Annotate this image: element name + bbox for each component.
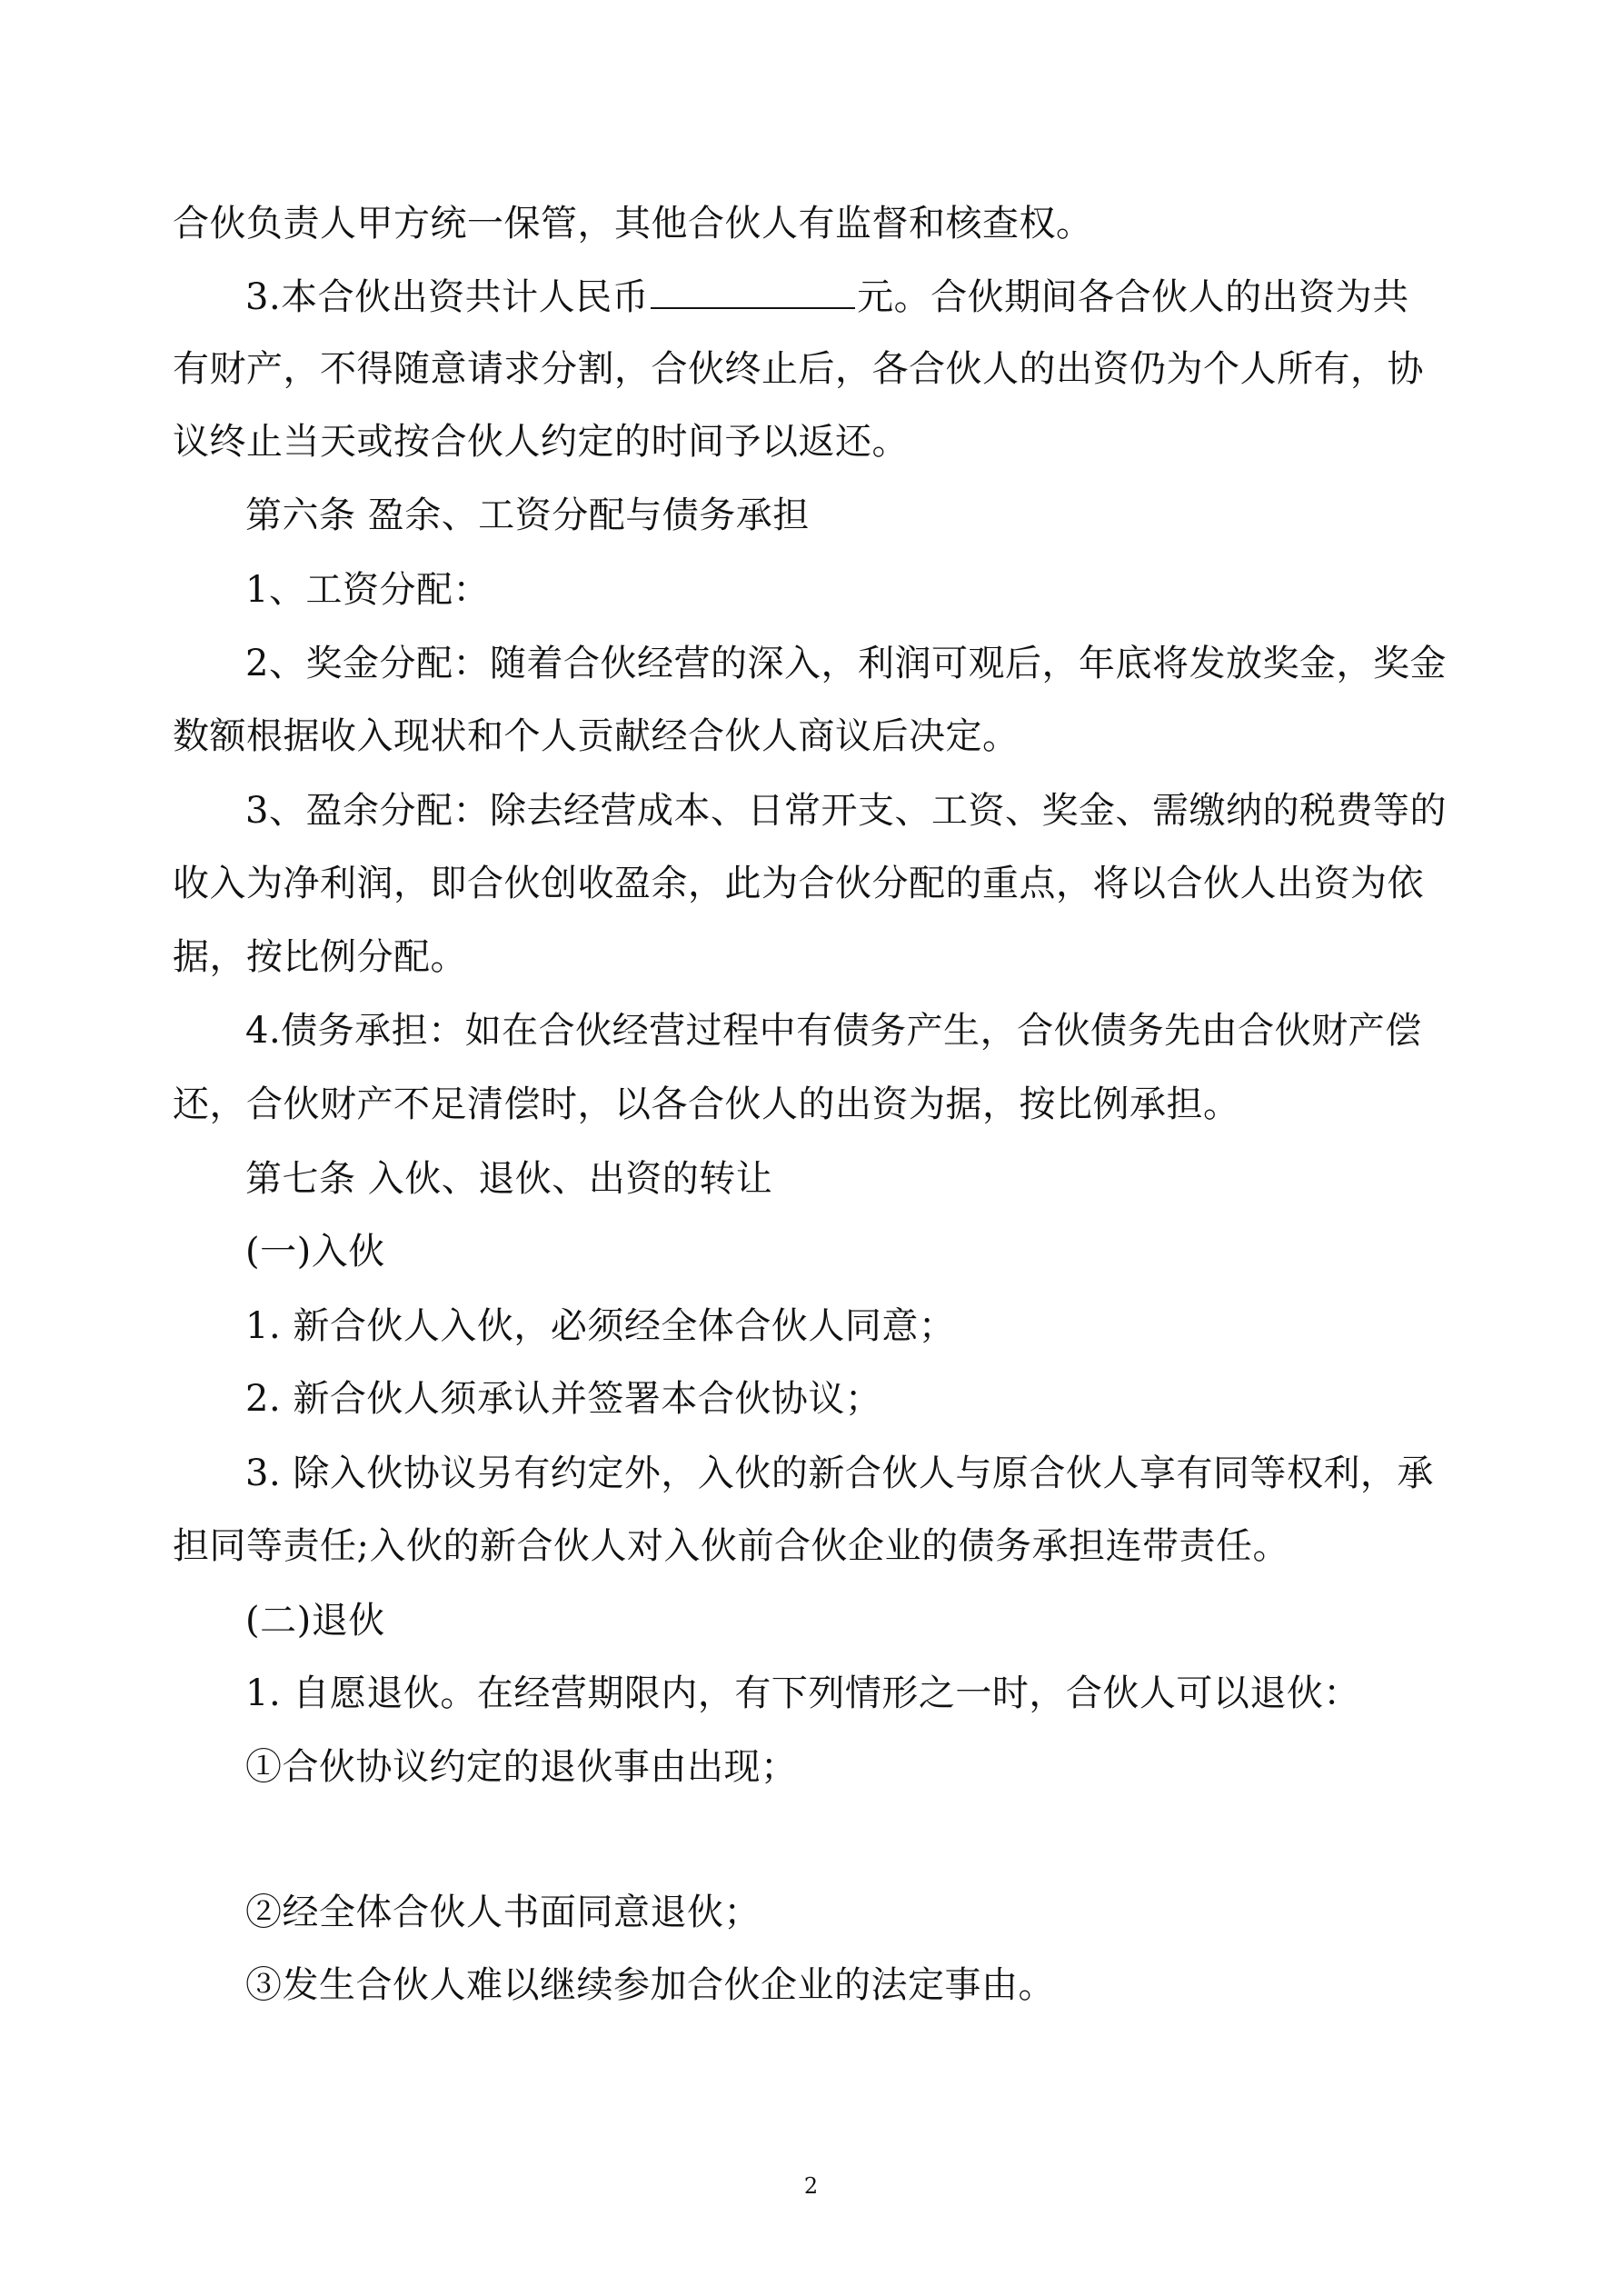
line-prefix: 3.本合伙出资共计人民币 — [245, 276, 650, 318]
fill-in-blank — [651, 275, 855, 309]
paragraph-line: 数额根据收入现状和个人贡献经合伙人商议后决定。 — [173, 715, 1020, 757]
page-number: 2 — [803, 2173, 819, 2199]
paragraph-line: 1. 自愿退伙。在经营期限内，有下列情形之一时，合伙人可以退伙： — [245, 1672, 1360, 1714]
subsection-heading: (二)退伙 — [245, 1600, 385, 1642]
paragraph-line: 2、奖金分配：随着合伙经营的深入，利润可观后，年底将发放奖金，奖金 — [245, 643, 1447, 684]
paragraph-line: 议终止当天或按合伙人约定的时间予以返还。 — [173, 421, 909, 463]
paragraph-line: 3. 除入伙协议另有约定外，入伙的新合伙人与原合伙人享有同等权利，承 — [245, 1452, 1434, 1494]
paragraph-line-with-blank — [245, 275, 1409, 319]
paragraph-line: 担同等责任;入伙的新合伙人对入伙前合伙企业的债务承担连带责任。 — [173, 1525, 1289, 1567]
list-item: ①合伙协议约定的退伙事由出现； — [245, 1746, 798, 1788]
paragraph-line: 有财产，不得随意请求分割，合伙终止后，各合伙人的出资仍为个人所有，协 — [173, 348, 1424, 390]
section-heading: 第六条 盈余、工资分配与债务承担 — [245, 494, 810, 536]
paragraph-line: 据，按比例分配。 — [173, 936, 467, 978]
section-heading: 第七条 入伙、退伙、出资的转让 — [245, 1158, 773, 1200]
paragraph-line: 4.债务承担：如在合伙经营过程中有债务产生，合伙债务先由合伙财产偿 — [245, 1010, 1422, 1052]
line-suffix: 元。合伙期间各合伙人的出资为共 — [857, 276, 1409, 318]
paragraph-line: 还，合伙财产不足清偿时，以各合伙人的出资为据，按比例承担。 — [173, 1083, 1240, 1125]
list-item: ②经全体合伙人书面同意退伙； — [245, 1892, 761, 1933]
paragraph-line: 收入为净利润，即合伙创收盈余，此为合伙分配的重点，将以合伙人出资为依 — [173, 863, 1424, 904]
paragraph-line: 2. 新合伙人须承认并签署本合伙协议； — [245, 1378, 882, 1420]
paragraph-line: 合伙负责人甲方统一保管，其他合伙人有监督和核查权。 — [173, 203, 1093, 245]
paragraph-line: 1、工资分配： — [245, 569, 490, 611]
subsection-heading: (一)入伙 — [245, 1231, 385, 1273]
paragraph-line: 1. 新合伙人入伙，必须经全体合伙人同意； — [245, 1305, 956, 1347]
list-item: ③发生合伙人难以继续参加合伙企业的法定事由。 — [245, 1964, 1055, 2006]
paragraph-line: 3、盈余分配：除去经营成本、日常开支、工资、奖金、需缴纳的税费等的 — [245, 790, 1447, 832]
